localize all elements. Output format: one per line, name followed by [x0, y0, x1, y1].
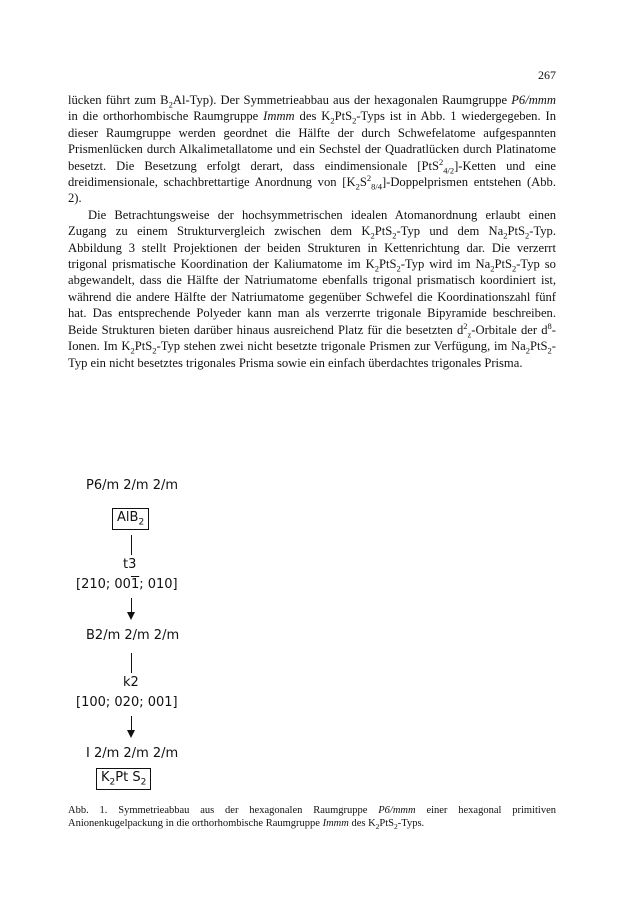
top-structure-label: AlB [117, 510, 139, 525]
top-structure-subscript: 2 [138, 517, 145, 528]
top-structure-box [112, 508, 149, 530]
figure-caption: Abb. 1. Symmetrieabbau aus der hexagonalen Raumgruppe P6/mmm einer hexagonal primitiven Anionenkugelpackung in die orthorhombische Raumgruppe Immm des $K_2PtS_2$-Typs. [68, 805, 556, 832]
step2-basis: [100; 020; 001] [76, 695, 178, 710]
overlined-index: 1 [130, 577, 140, 592]
step2-type: k2 [123, 675, 139, 690]
symmetry-reduction-figure [68, 470, 288, 795]
connector-line-1 [131, 535, 132, 555]
connector-line-2 [131, 598, 132, 612]
bottom-structure-box: $K_2Pt$ $S_2$ [96, 768, 151, 790]
body-text [68, 92, 556, 371]
middle-space-group: B2/m 2/m 2/m [86, 628, 180, 643]
paragraph-2: Die Betrachtungsweise der hochsymmetrischen idealen Atomanordnung erlaubt einen Zugang zu einem Strukturvergleich zwischen dem $K_2PtS_2$-Typ und dem $Na_2PtS_2$-Typ. Abbildung 3 stellt Projektionen der beiden Strukturen in Kettenrichtung dar. Die verzerrt trigonal prismatische Koordination der Kaliumatome im $K_2PtS_2$-Typ wird im $Na_2PtS_2$-Typ so abgewandelt, dass die Hälfte der Natriumatome ebenfalls trigonal prismatisch koordiniert ist, während die andere Hälfte der Natriumatome gegenüber Schwefel die Koordinationszahl fünf hat. Das entsprechende Polyeder kann man als verzerrte trigonale Bipyramide beschreiben. Beide Strukturen bieten darüber hinaus ausreichend Platz für die besetzten $d^2_z$-Orbitale der $d^8$-Ionen. Im $K_2PtS_2$-Typ stehen zwei nicht besetzte trigonale Prismen zur Verfügung, im $Na_2PtS_2$-Typ ein nicht besetztes trigonales Prisma sowie ein einfach überdachtes trigonales Prisma. [68, 207, 556, 370]
top-space-group: P6/m 2/m 2/m [86, 478, 179, 493]
page-number: 267 [538, 68, 556, 82]
step1-type: t3 [123, 557, 137, 572]
connector-line-4 [131, 716, 132, 730]
arrow-down-icon [127, 612, 135, 620]
connector-line-3 [131, 653, 132, 673]
step1-basis: [210; 001; 010] [76, 577, 178, 592]
arrow-down-icon [127, 730, 135, 738]
paragraph-1: lücken führt zum $B_2Al-Typ$). Der Symmetrieabbau aus der hexagonalen Raumgruppe P6/mmm in die orthorhombische Raumgruppe Immm des $K_2PtS_2$-Typs ist in Abb. 1 wiedergegeben. In dieser Raumgruppe werden geordnet die Hälfte der durch Schwefelatome aufgespannten Prismenlücken durch Alkalimetallatome und ein Sechstel der Quadratlücken durch Platinatome besetzt. Die Besetzung erfolgt derart, dass eindimensionale [PtS$^2_{4/2}$]-Ketten und eine dreidimensionale, schachbrettartige Anordnung von $[K_2S^2_{8/4}]$-Doppelprismen entstehen (Abb. 2). [68, 93, 557, 206]
bottom-space-group: I 2/m 2/m 2/m [86, 746, 179, 761]
